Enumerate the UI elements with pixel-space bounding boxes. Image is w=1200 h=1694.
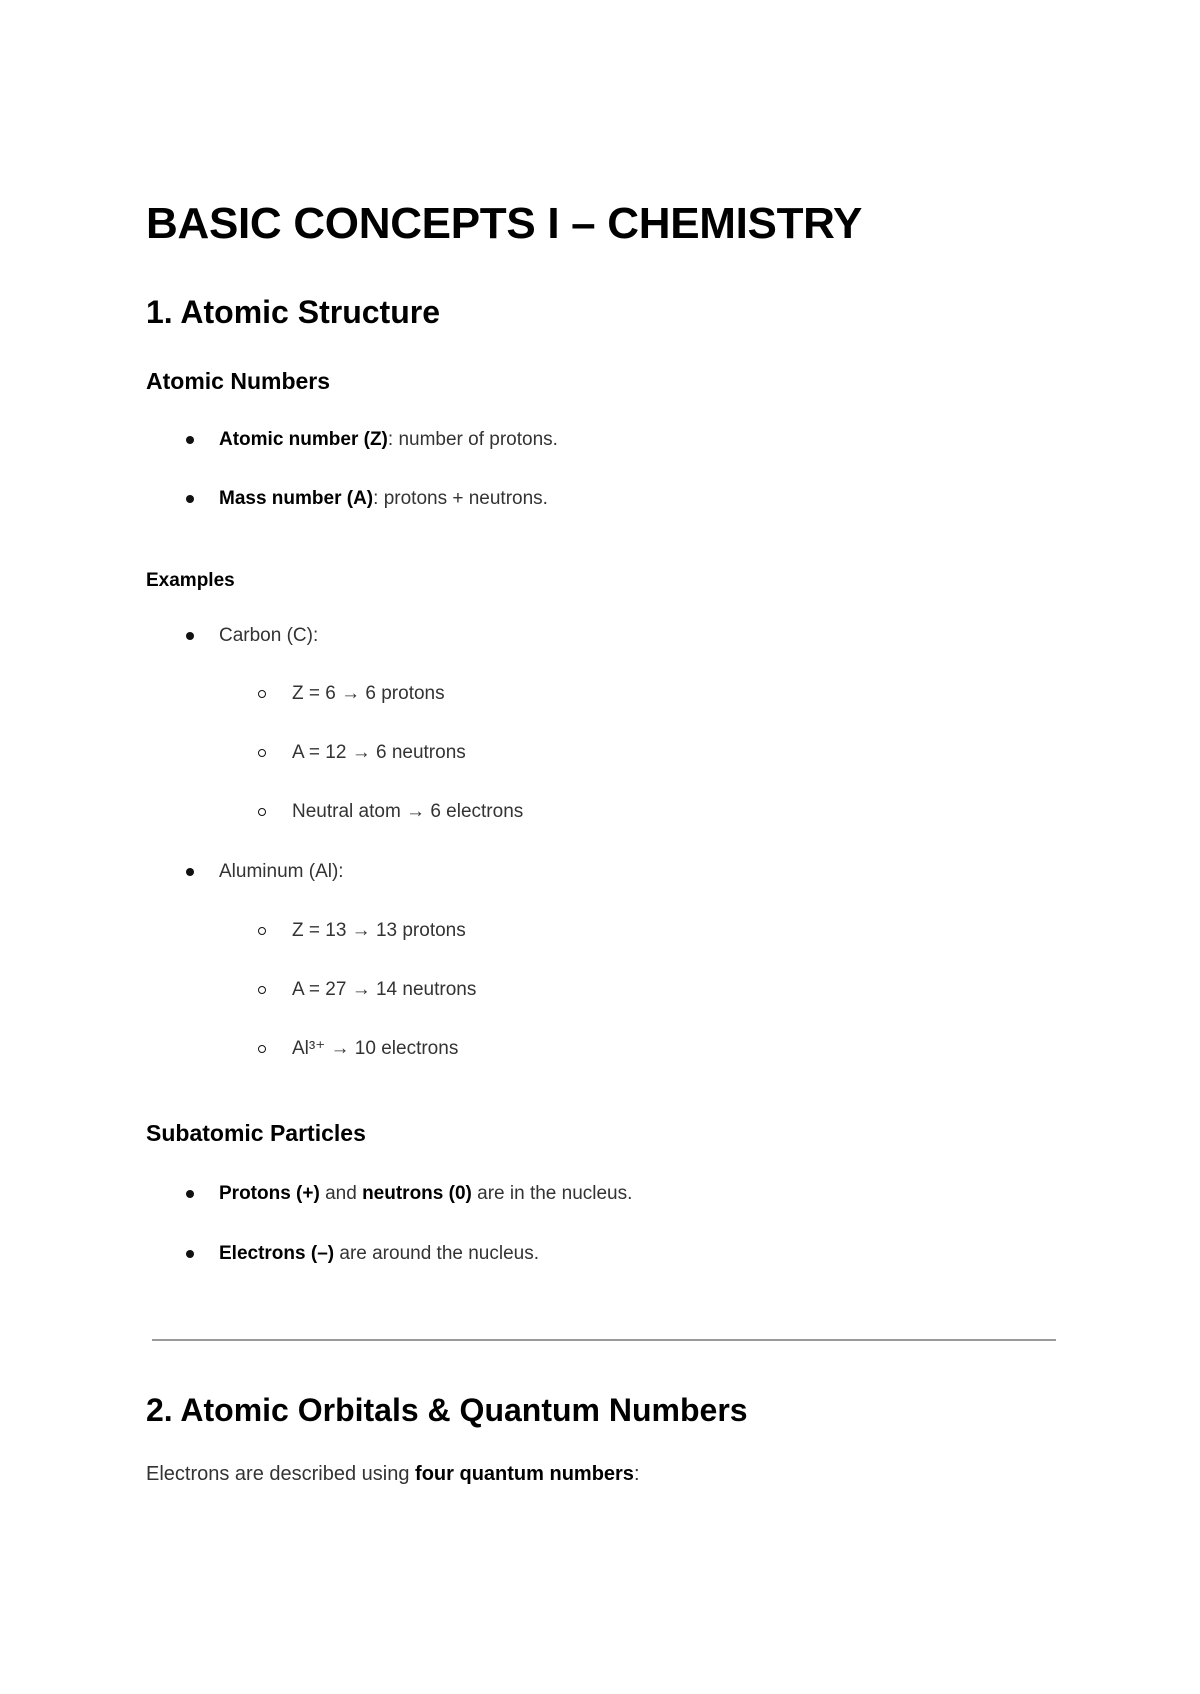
hollow-bullet-icon — [258, 749, 266, 757]
bullet-icon — [186, 436, 194, 444]
sub-item-aluminum-a: A = 27 → 14 neutrons — [292, 979, 477, 1000]
document-title: BASIC CONCEPTS I – CHEMISTRY — [146, 199, 863, 248]
section-2-heading: 2. Atomic Orbitals & Quantum Numbers — [146, 1392, 748, 1428]
intro-post: : — [633, 1463, 640, 1485]
examples-heading: Examples — [146, 570, 235, 591]
term-protons: Protons (+) — [219, 1183, 320, 1204]
desc-electrons: are around the nucleus. — [334, 1243, 540, 1264]
sub-item-aluminum-ion: Al³⁺ → 10 electrons — [292, 1038, 459, 1059]
bullet-icon — [186, 1190, 194, 1198]
list-item-electrons — [219, 1241, 539, 1267]
sub-item-aluminum-z: Z = 13 → 13 protons — [292, 920, 466, 941]
hollow-bullet-icon — [258, 1045, 266, 1053]
hollow-bullet-icon — [258, 690, 266, 698]
bullet-icon — [186, 632, 194, 640]
intro-bold: four quantum numbers — [415, 1463, 634, 1485]
section-divider — [152, 1339, 1056, 1341]
atomic-numbers-heading: Atomic Numbers — [146, 368, 331, 394]
connector-text: and — [319, 1183, 363, 1204]
list-item-nucleus — [219, 1181, 632, 1207]
desc-atomic-number: : number of protons. — [387, 429, 558, 450]
subatomic-particles-heading: Subatomic Particles — [146, 1120, 366, 1146]
hollow-bullet-icon — [258, 927, 266, 935]
sub-item-carbon-electrons: Neutral atom → 6 electrons — [292, 801, 524, 822]
hollow-bullet-icon — [258, 986, 266, 994]
desc-mass-number: : protons + neutrons. — [373, 488, 548, 509]
bullet-icon — [186, 868, 194, 876]
sub-item-carbon-a: A = 12 → 6 neutrons — [292, 742, 466, 763]
desc-nucleus: are in the nucleus. — [471, 1183, 633, 1204]
section-2-intro — [146, 1460, 640, 1488]
bullet-icon — [186, 495, 194, 503]
term-atomic-number: Atomic number (Z) — [219, 429, 388, 450]
intro-pre: Electrons are described using — [146, 1463, 416, 1485]
list-item-carbon: Carbon (C): — [219, 625, 319, 646]
list-item-mass-number — [219, 486, 548, 512]
list-item-aluminum: Aluminum (Al): — [219, 861, 344, 882]
sub-item-carbon-z: Z = 6 → 6 protons — [292, 683, 445, 704]
bullet-icon — [186, 1250, 194, 1258]
term-neutrons: neutrons (0) — [362, 1183, 472, 1204]
list-item-atomic-number — [219, 427, 558, 453]
term-electrons: Electrons (–) — [219, 1243, 335, 1264]
section-1-heading: 1. Atomic Structure — [146, 294, 440, 330]
term-mass-number: Mass number (A) — [219, 488, 374, 509]
hollow-bullet-icon — [258, 808, 266, 816]
